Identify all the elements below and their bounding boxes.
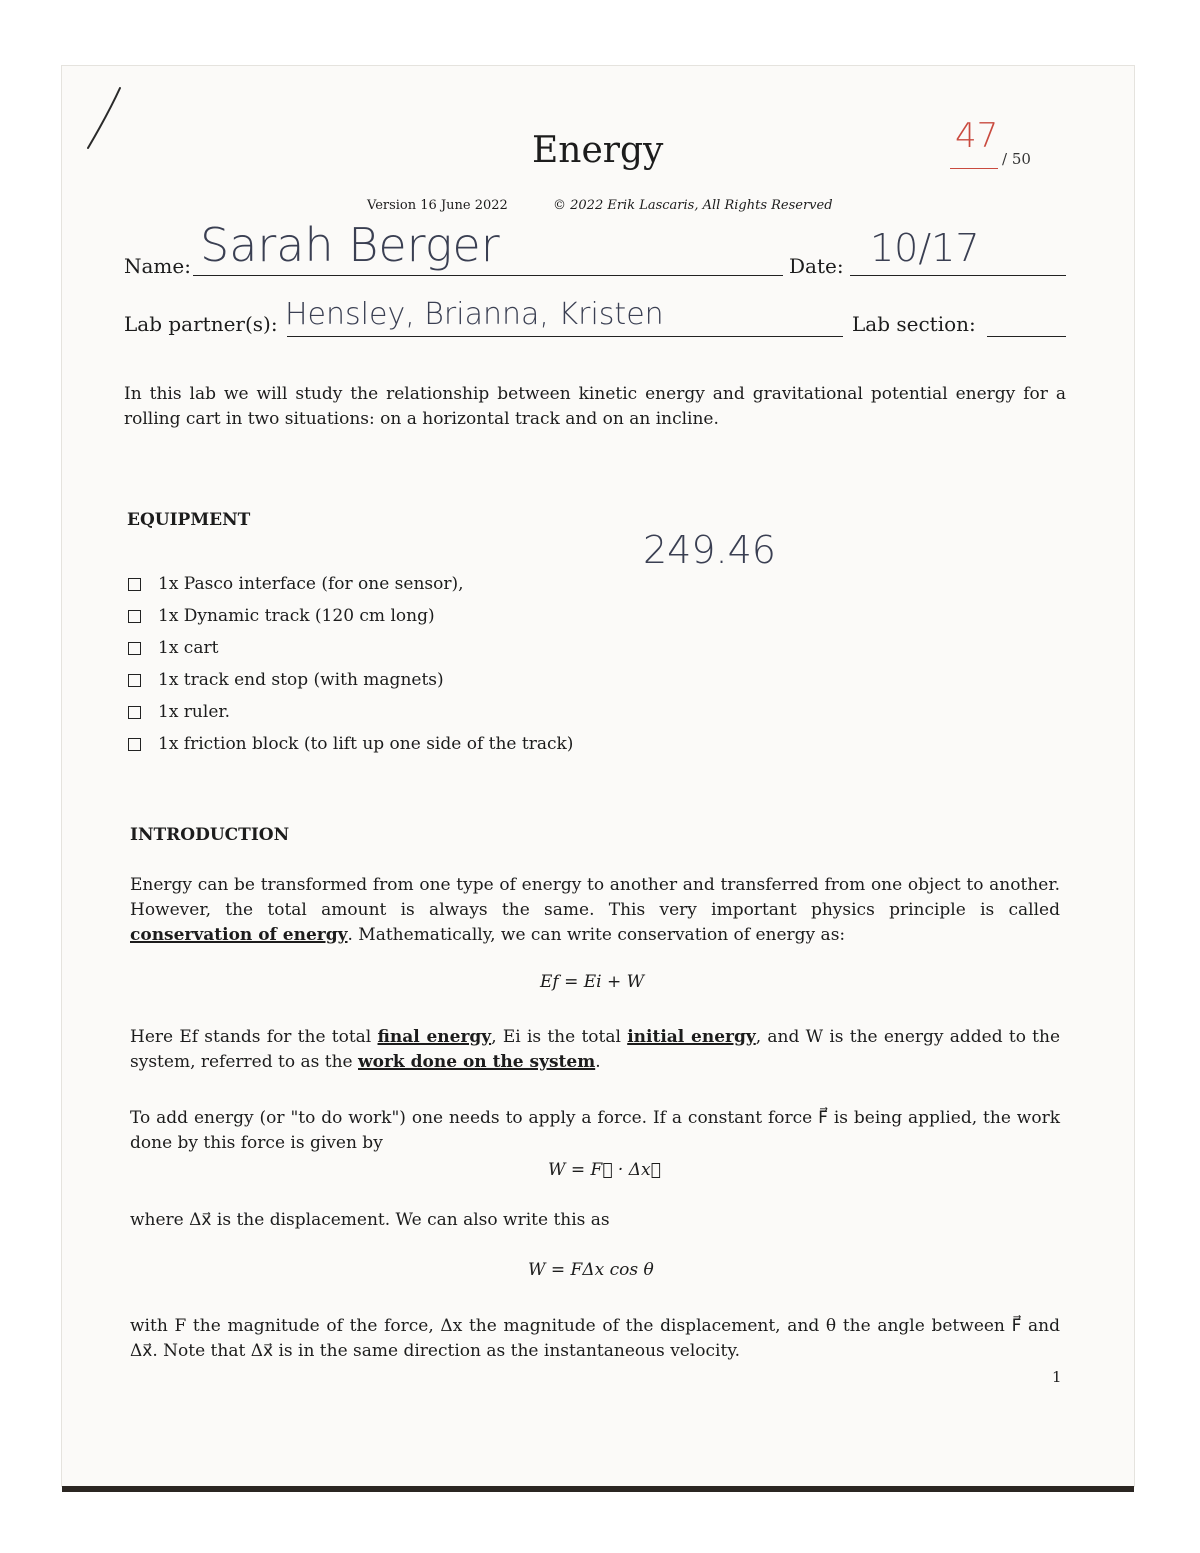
lab-partners-field[interactable] <box>287 336 843 337</box>
equipment-item[interactable]: 1x Dynamic track (120 cm long) <box>128 600 573 632</box>
checkbox-icon[interactable] <box>128 706 141 719</box>
date-field[interactable] <box>850 275 1066 276</box>
equipment-list <box>128 568 573 760</box>
equation-conservation: Ef = Ei + W <box>540 972 645 992</box>
equation-work-cos: W = FΔx cos θ <box>528 1260 654 1280</box>
equipment-item[interactable]: 1x friction block (to lift up one side of the track) <box>128 728 573 760</box>
lab-partners-value: Hensley, Brianna, Kristen <box>285 297 664 332</box>
introduction-heading: INTRODUCTION <box>130 825 290 845</box>
equipment-heading: EQUIPMENT <box>127 510 251 530</box>
name-value: Sarah Berger <box>200 218 500 272</box>
term-initial-energy: initial energy <box>627 1027 756 1047</box>
intro-paragraph-3: To add energy (or "to do work") one needs to apply a force. If a constant force F⃗ is being applied, the work done by this force is given by <box>130 1108 1060 1153</box>
date-label: Date: <box>789 254 844 278</box>
equation-work-dot: W = F⃗ · Δx⃗ <box>548 1160 661 1180</box>
equipment-item[interactable]: 1x ruler. <box>128 696 573 728</box>
term-final-energy: final energy <box>377 1027 492 1047</box>
page-number: 1 <box>1052 1368 1062 1386</box>
intro-paragraph-4: where Δx⃗ is the displacement. We can also write this as <box>130 1210 610 1230</box>
version-note: Version 16 June 2022 <box>367 198 508 213</box>
document-title: Energy <box>532 130 664 171</box>
handwritten-note: 249.46 <box>643 528 776 572</box>
lab-intro-paragraph: In this lab we will study the relationship between kinetic energy and gravitational potential energy for a rolling cart in two situations: on a horizontal track and on an incline. <box>124 384 1066 429</box>
lab-section-label: Lab section: <box>852 312 976 336</box>
intro-paragraph-2: Here Ef stands for the total final energy, Ei is the total initial energy, and W is the energy added to the system, referred to as the work done on the system. <box>130 1027 1061 1072</box>
equipment-item[interactable]: 1x track end stop (with magnets) <box>128 664 573 696</box>
name-field[interactable] <box>193 275 783 276</box>
checkbox-icon[interactable] <box>128 610 141 623</box>
checkbox-icon[interactable] <box>128 738 141 751</box>
checkbox-icon[interactable] <box>128 642 141 655</box>
grader-check-mark <box>80 84 128 154</box>
lab-partners-label: Lab partner(s): <box>124 312 278 336</box>
intro-paragraph-5: with F the magnitude of the force, Δx the magnitude of the displacement, and θ the angle between F⃗ and Δx⃗. Note that Δx⃗ is in the same direction as the instantaneous velocity. <box>130 1316 1060 1361</box>
copyright-note: © 2022 Erik Lascaris, All Rights Reserved <box>553 198 833 213</box>
date-value: 10/17 <box>870 226 980 270</box>
score-underline <box>950 168 998 169</box>
equipment-item[interactable]: 1x Pasco interface (for one sensor), <box>128 568 573 600</box>
grade-total: / 50 <box>1002 150 1031 168</box>
intro-paragraph-1: Energy can be transformed from one type of energy to another and transferred from one object to another. However, the total amount is always the same. This very important physics principle is called conservation of energy. Mathematically, we can write conservation of energy as: <box>130 875 1060 945</box>
lab-section-field[interactable] <box>987 336 1066 337</box>
equipment-item[interactable]: 1x cart <box>128 632 573 664</box>
term-work-done: work done on the system <box>358 1052 596 1072</box>
term-conservation-of-energy: conservation of energy <box>130 925 348 945</box>
grade-score: 47 <box>955 116 999 156</box>
name-label: Name: <box>124 254 191 278</box>
checkbox-icon[interactable] <box>128 578 141 591</box>
checkbox-icon[interactable] <box>128 674 141 687</box>
